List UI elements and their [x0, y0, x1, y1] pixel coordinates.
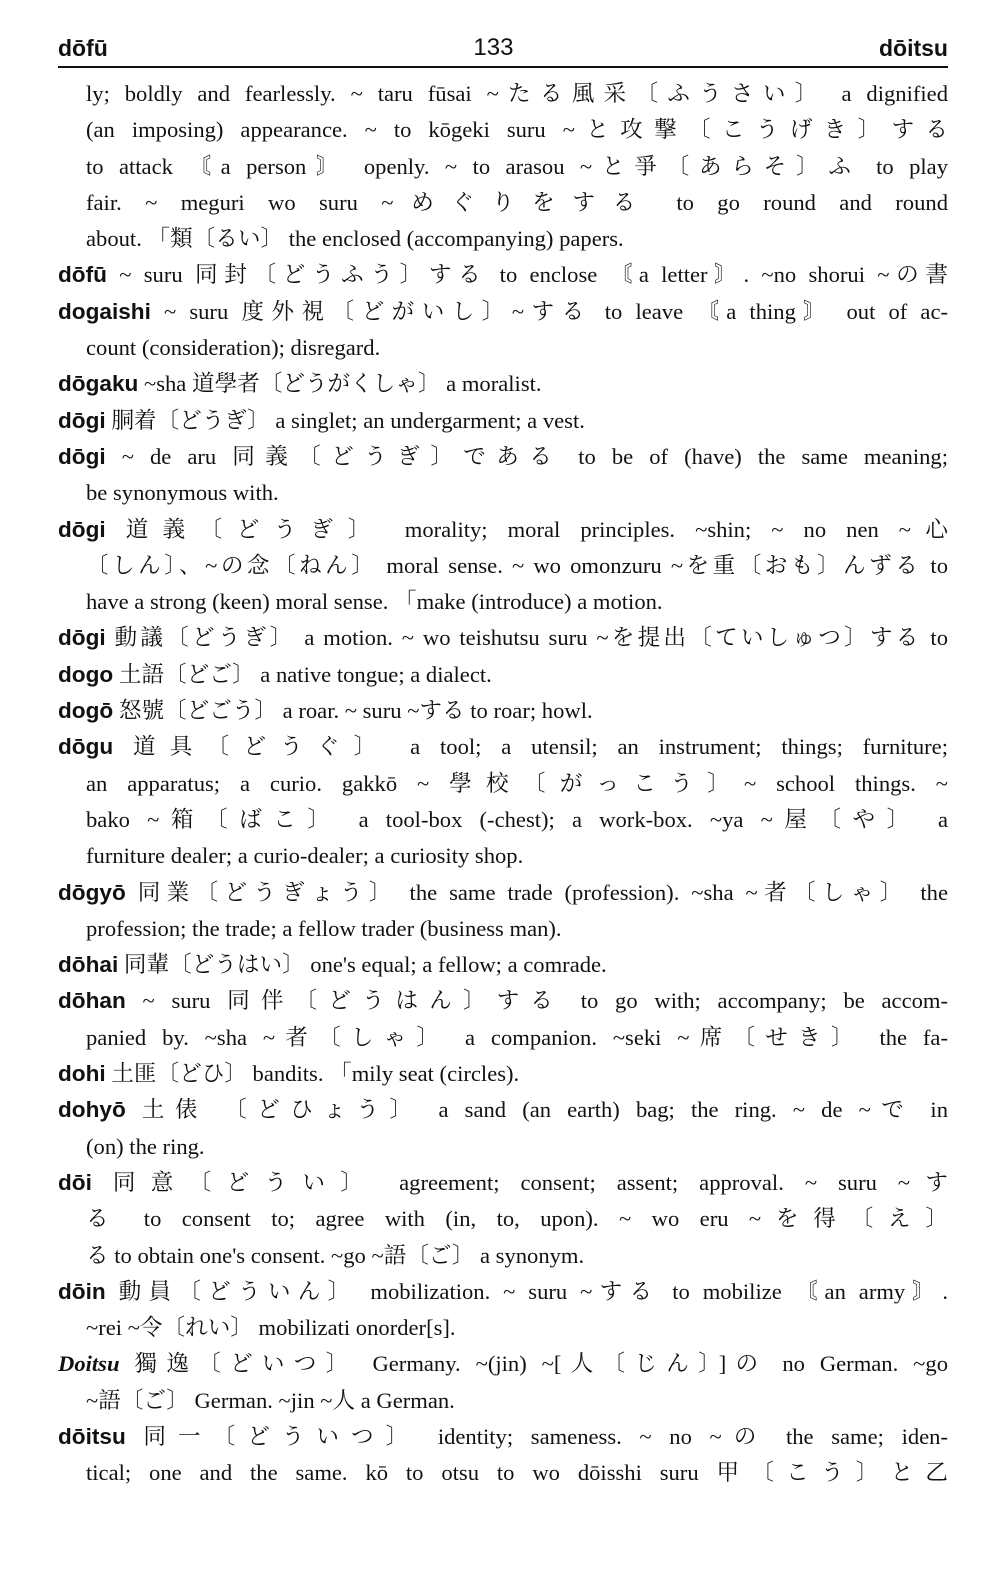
entry-line [58, 1274, 948, 1310]
entry-text: an apparatus; a curio. gakkō ~ 學校〔がっこう〕~ school things. ~ [86, 770, 948, 796]
headword: dohyō [58, 1097, 126, 1123]
header-rule [58, 66, 948, 68]
headword: dōhan [58, 988, 126, 1014]
headword: dōgyō [58, 879, 126, 905]
entry-text: ~ suru 度外視〔どがいし〕~する to leave 〘a thing〙 out of ac- [150, 298, 948, 324]
entry-text: ~語〔ご〕 German. ~jin ~人 a German. [86, 1387, 455, 1413]
entry-line [58, 548, 948, 584]
entries-column [58, 76, 948, 1492]
entry-text: 土語〔どご〕 a native tongue; a dialect. [113, 661, 492, 687]
entry-line [58, 620, 948, 656]
entry-text: ~ suru 同封〔どうふう〕する to enclose 〘a letter〙. ~no shorui ~の書 [106, 262, 948, 288]
headword: dōgi [58, 443, 106, 469]
headword: dōfū [58, 262, 107, 288]
entry-text: about. 「類〔るい〕 the enclosed (accompanying) papers. [86, 226, 624, 252]
entry-text: 獨逸〔どいつ〕 Germany. ~(jin) ~[人〔じん〕]の no German. ~go [119, 1351, 948, 1377]
entry-line [58, 1165, 948, 1201]
entry-text: 同一〔どういつ〕 identity; sameness. ~ no ~の the same; iden- [125, 1423, 948, 1449]
headword: Doitsu [58, 1351, 120, 1377]
entry-text: る to obtain one's consent. ~go ~語〔ご〕 a synonym. [86, 1242, 585, 1268]
entry-line [58, 838, 948, 874]
entry-text: 同業〔どうぎょう〕 the same trade (profession). ~sha ~者〔しゃ〕 the [125, 879, 948, 905]
entry-text: ly; boldly and fearlessly. ~ taru fūsai ~たる風采〔ふうさい〕 a dignified [86, 81, 948, 106]
headword: dogaishi [58, 298, 151, 324]
entry-line [58, 1201, 948, 1237]
entry-text: 道具〔どうぐ〕 a tool; a utensil; an instrument; things; furniture; [113, 734, 948, 760]
entry-line [58, 403, 948, 439]
entry-text: have a strong (keen) moral sense. 「make (introduce) a motion. [86, 589, 663, 615]
entry-text: be synonymous with. [86, 480, 279, 506]
entry-text: fair. ~ meguri wo suru ~めぐりをする to go round and round [86, 189, 948, 215]
entry-line [58, 366, 948, 402]
headword: dōgu [58, 734, 114, 760]
headword: dohi [58, 1061, 106, 1087]
entry-text: count (consideration); disregard. [86, 335, 381, 361]
headword: dōin [58, 1278, 106, 1304]
headword: dogo [58, 661, 114, 687]
entry-line [58, 475, 948, 511]
entry-text: ~rei ~令〔れい〕 mobilizati onorder[s]. [86, 1315, 456, 1341]
entry-line [58, 330, 948, 366]
entry-text: ~ de aru 同義〔どうぎ〕である to be of (have) the same meaning; [105, 443, 948, 469]
entry-text: 同輩〔どうはい〕 one's equal; a fellow; a comrade. [118, 952, 607, 978]
entry-line [58, 1129, 948, 1165]
entry-text: 土俵 〔どひょう〕 a sand (an earth) bag; the ring. ~ de ~で in [125, 1097, 948, 1123]
entry-line [58, 584, 948, 620]
entry-line [58, 1238, 948, 1274]
entry-line [58, 911, 948, 947]
entry-line [58, 149, 948, 185]
entry-line [58, 221, 948, 257]
headword: dōgi [58, 625, 106, 651]
headword: dōgaku [58, 371, 139, 397]
entry-text: 同意〔どうい〕 agreement; consent; assent; approval. ~ suru ~す [91, 1169, 948, 1195]
header-right-guideword: dōitsu [878, 35, 948, 61]
entry-text: 道義〔どうぎ〕 morality; moral principles. ~shin; ~ no nen ~心 [105, 516, 948, 542]
dictionary-page [58, 22, 948, 1492]
entry-line [58, 766, 948, 802]
entry-text: panied by. ~sha ~者〔しゃ〕 a companion. ~seki ~席〔せき〕 the fa- [86, 1024, 948, 1050]
entry-text: bako ~箱〔ばこ〕 a tool-box (-chest); a work-box. ~ya ~屋〔や〕 a [86, 806, 948, 832]
entry-text: furniture dealer; a curio-dealer; a curiosity shop. [86, 843, 524, 869]
headword: dōitsu [58, 1423, 126, 1449]
entry-line [58, 512, 948, 548]
page-number: 133 [473, 34, 514, 61]
entry-line [58, 1419, 948, 1455]
entry-line [58, 1092, 948, 1128]
headword: dogō [58, 698, 114, 724]
headword: dōi [58, 1169, 92, 1195]
entry-text: 動議〔どうぎ〕 a motion. ~ wo teishutsu suru ~を提出〔ていしゅつ〕する to [105, 625, 948, 651]
headword: dōgi [58, 516, 106, 542]
entry-line [58, 875, 948, 911]
entry-line [58, 729, 948, 765]
entry-text: 土匪〔どひ〕 bandits. 「mily seat (circles). [105, 1061, 520, 1087]
entry-text: る to consent to; agree with (in, to, upon). ~ wo eru ~を得〔え〕 [86, 1206, 948, 1232]
entry-text: (on) the ring. [86, 1133, 205, 1159]
header-left-guideword: dōfū [58, 35, 108, 61]
entry-line [58, 1056, 948, 1092]
entry-text: to attack 〘a person〙 openly. ~ to arasou ~と爭〔あらそ〕ふ to play [86, 153, 948, 179]
entry-line [58, 1455, 948, 1491]
entry-line [58, 1383, 948, 1419]
headword: dōhai [58, 952, 119, 978]
entry-line [58, 1020, 948, 1056]
entry-text: (an imposing) appearance. ~ to kōgeki suru ~と攻撃〔こうげき〕する [86, 117, 948, 143]
entry-line [58, 693, 948, 729]
entry-text: profession; the trade; a fellow trader (business man). [86, 915, 562, 941]
entry-line [58, 439, 948, 475]
entry-line [58, 257, 948, 293]
entry-text: 怒號〔どごう〕 a roar. ~ suru ~する to roar; howl. [113, 698, 593, 724]
entry-line [58, 185, 948, 221]
headword: dōgi [58, 407, 106, 433]
entry-text: 動員〔どういん〕 mobilization. ~ suru ~する to mobilize 〘an army〙. [105, 1278, 948, 1304]
entry-line [58, 1310, 948, 1346]
entry-line [58, 657, 948, 693]
entry-line [58, 112, 948, 148]
entry-text: 〔しん〕、~の念〔ねん〕 moral sense. ~ wo omonzuru ~を重〔おも〕んずる to [86, 552, 948, 578]
entry-text: tical; one and the same. kō to otsu to wo dōisshi suru 甲〔こう〕と乙 [86, 1460, 948, 1486]
entry-text: ~sha 道學者〔どうがくしゃ〕 a moralist. [138, 371, 542, 397]
page-header [58, 22, 948, 62]
entry-line [58, 947, 948, 983]
entry-text: ~ suru 同伴〔どうはん〕する to go with; accompany; be accom- [125, 988, 948, 1014]
entry-line [58, 294, 948, 330]
entry-line [58, 76, 948, 112]
entry-text: 胴着〔どうぎ〕 a singlet; an undergarment; a vest. [105, 407, 585, 433]
entry-line [58, 1346, 948, 1382]
entry-line [58, 983, 948, 1019]
entry-line [58, 802, 948, 838]
